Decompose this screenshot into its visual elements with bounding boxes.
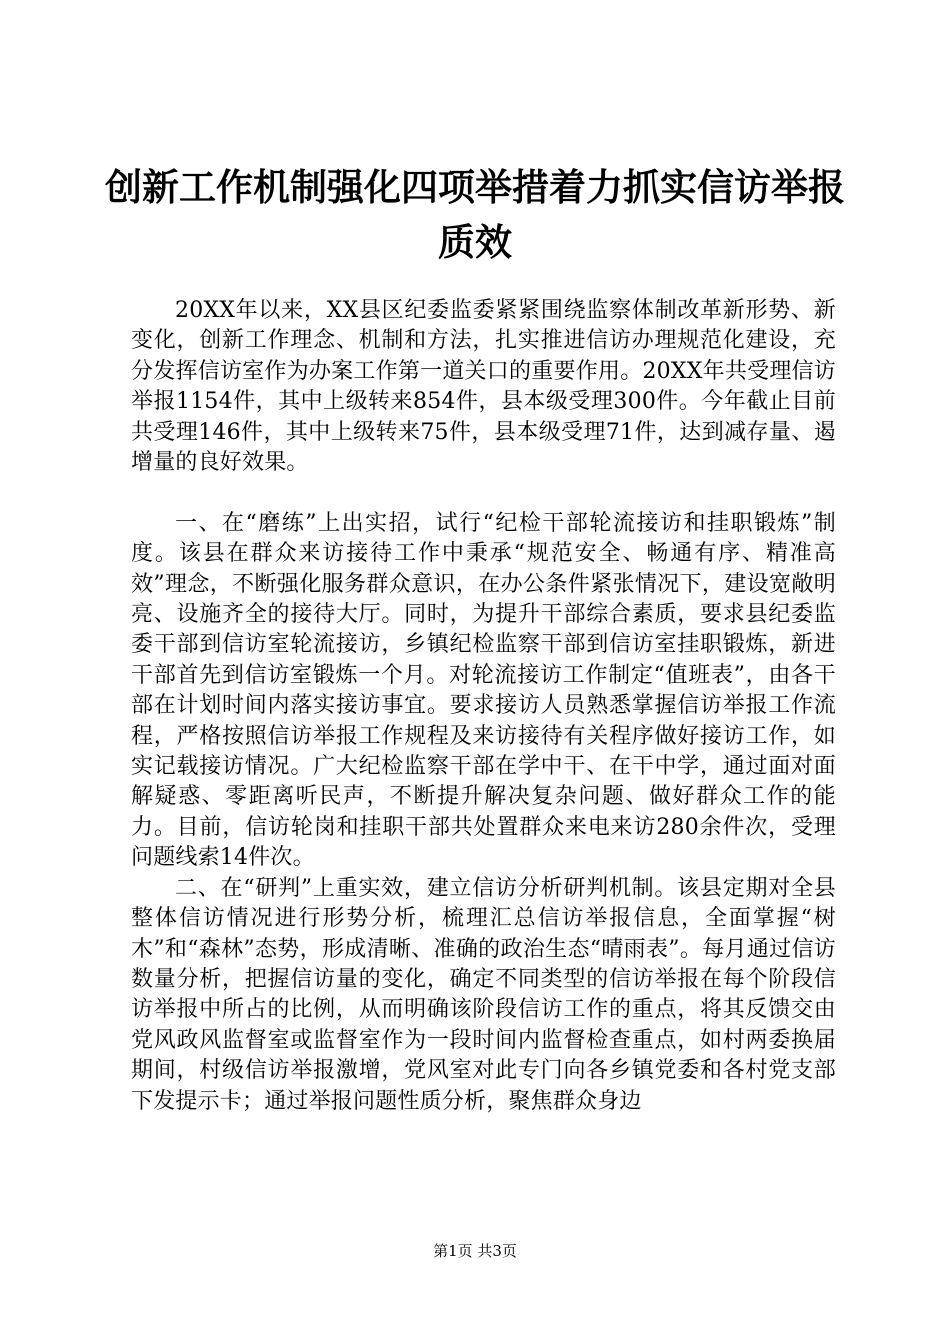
section-two-paragraph: 二、在“研判”上重实效，建立信访分析研判机制。该县定期对全县整体信访情况进行形势分析，梳理汇总信访举报信息，全面掌握“树木”和“森林”态势，形成清晰、准确的政治生态“晴雨表”。每月通过信访数量分析，把握信访量的变化，确定不同类型的信访举报在每个阶段信访举报中所占的比例，从而明确该阶段信访工作的重点，将其反馈交由党风政风监督室或监督室作为一段时间内监督检查重点，如村两委换届期间，村级信访举报激增，党风室对此专门向各乡镇党委和各村党支部下发提示卡；通过举报问题性质分析，聚焦群众身边 (131, 875, 836, 1114)
paragraph-gap (131, 478, 836, 508)
title-line-1: 创新工作机制强化四项举措着力抓实信访举报 (105, 165, 845, 209)
page-footer: 第1页 共3页 (433, 1242, 517, 1260)
intro-paragraph: 20XX年以来，XX县区纪委监委紧紧围绕监察体制改革新形势、新变化，创新工作理念、机制和方法，扎实推进信访办理规范化建设，充分发挥信访室作为办案工作第一道关口的重要作用。20XX年共受理信访举报1154件，其中上级转来854件，县本级受理300件。今年截止目前共受理146件，其中上级转来75件，县本级受理71件，达到减存量、遏增量的良好效果。 (131, 298, 836, 476)
title-line-2: 质效 (438, 220, 512, 264)
document-title (100, 160, 850, 270)
document-body (131, 296, 836, 1117)
section-one-paragraph: 一、在“磨练”上出实招，试行“纪检干部轮流接访和挂职锻炼”制度。该县在群众来访接待工作中秉承“规范安全、畅通有序、精准高效”理念，不断强化服务群众意识，在办公条件紧张情况下，建设宽敞明亮、设施齐全的接待大厅。同时，为提升干部综合素质，要求县纪委监委干部到信访室轮流接访，乡镇纪检监察干部到信访室挂职锻炼，新进干部首先到信访室锻炼一个月。对轮流接访工作制定“值班表”，由各干部在计划时间内落实接访事宜。要求接访人员熟悉掌握信访举报工作流程，严格按照信访举报工作规程及来访接待有关程序做好接访工作，如实记载接访情况。广大纪检监察干部在学中干、在干中学，通过面对面解疑惑、零距离听民声，不断提升解决复杂问题、做好群众工作的能力。目前，信访轮岗和挂职干部共处置群众来电来访280余件次，受理问题线索14件次。 (131, 510, 836, 871)
